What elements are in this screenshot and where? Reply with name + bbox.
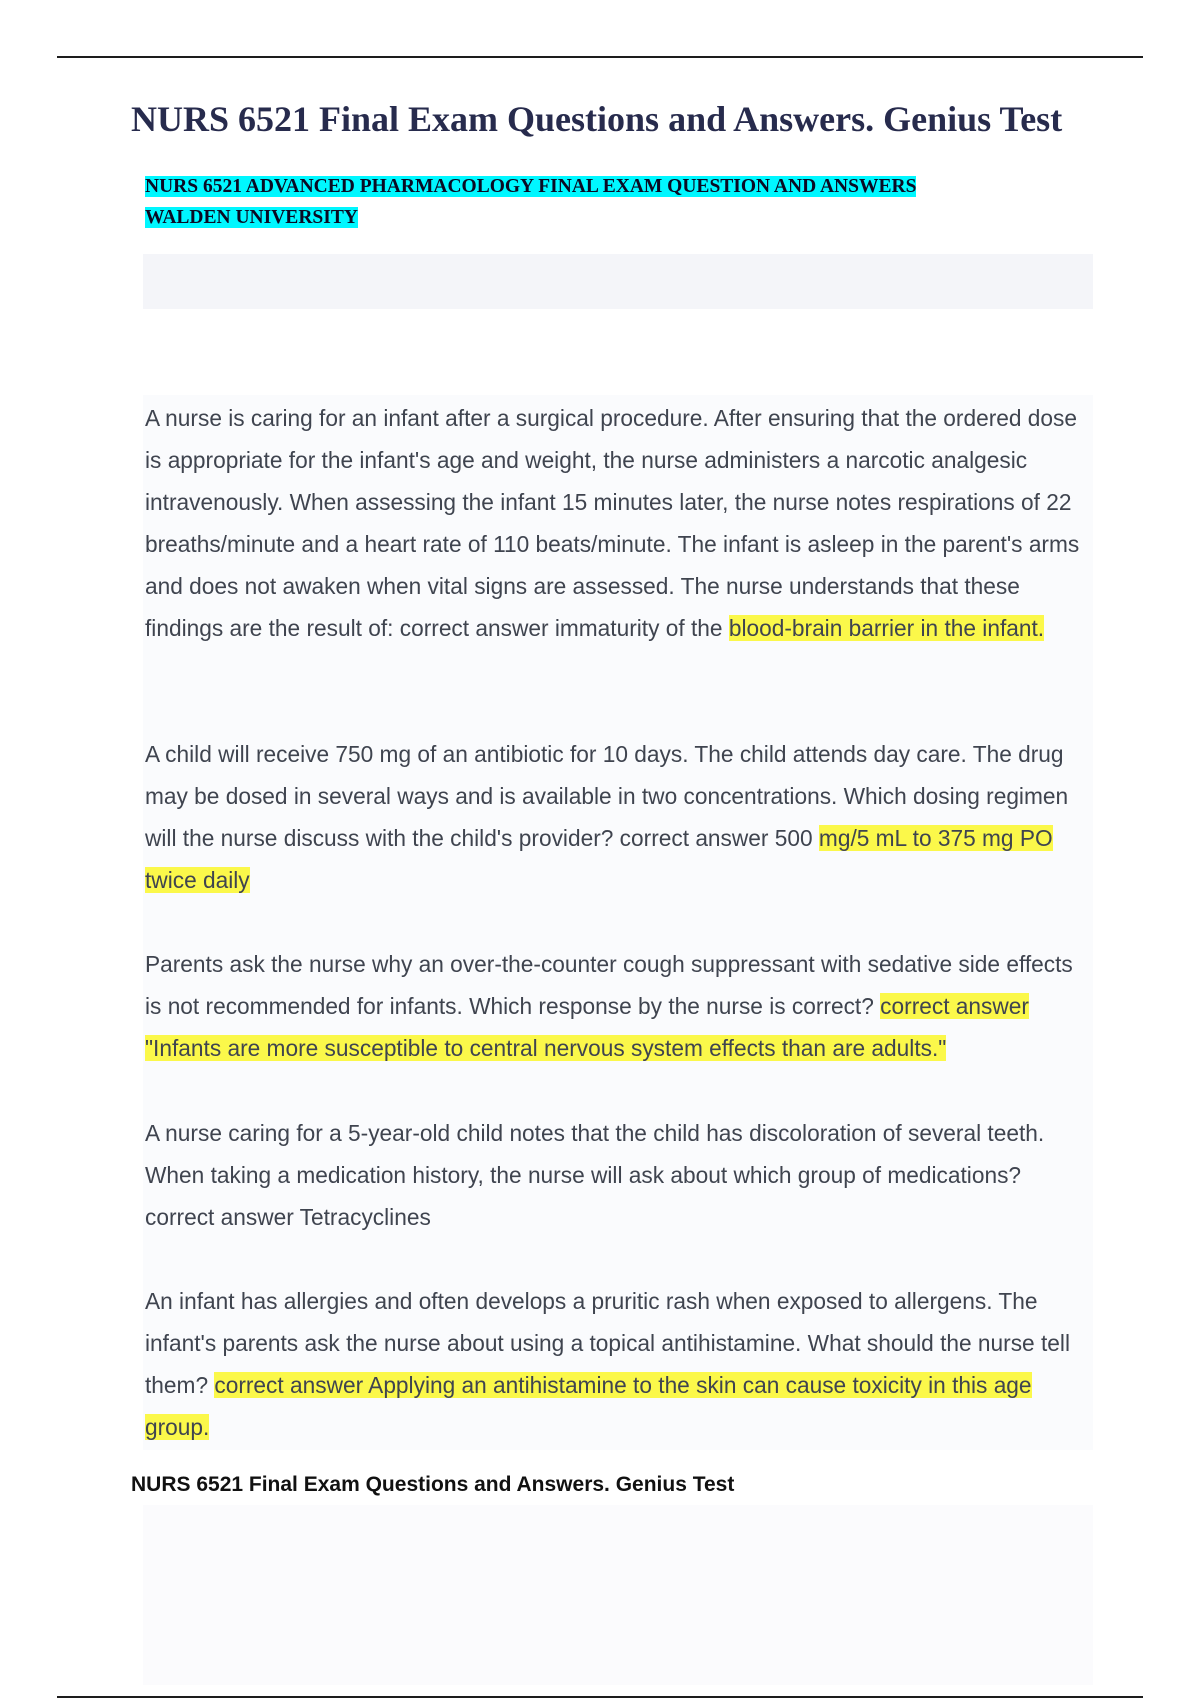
question-block-5 bbox=[145, 1280, 1090, 1448]
footer-title: NURS 6521 Final Exam Questions and Answers. Genius Test bbox=[131, 1473, 735, 1496]
answer-highlight: blood-brain barrier in the infant. bbox=[728, 615, 1045, 641]
answer-highlight: mg/5 mL to 375 mg PO twice daily bbox=[145, 825, 1053, 893]
top-rule bbox=[57, 56, 1143, 58]
subtitle bbox=[145, 171, 1045, 233]
bottom-rule bbox=[57, 1696, 1143, 1698]
question-block-1 bbox=[145, 397, 1090, 649]
question-text: Parents ask the nurse why an over-the-counter cough suppressant with sedative side effects is not recommended for infants. Which response by the nurse is correct? bbox=[145, 951, 1073, 1019]
question-text: A child will receive 750 mg of an antibiotic for 10 days. The child attends day care. The drug may be dosed in several ways and is available in two concentrations. Which dosing regimen will the nurse discuss with the child's provider? correct answer 500 bbox=[145, 741, 1069, 851]
answer-highlight: correct answer "Infants are more susceptible to central nervous system effects than are adults." bbox=[145, 993, 1029, 1061]
question-text: A nurse is caring for an infant after a surgical procedure. After ensuring that the ordered dose is appropriate for the infant's age and weight, the nurse administers a narcotic analgesic intravenously. When assessing the infant 15 minutes later, the nurse notes respirations of 22 breaths/minute and a heart rate of 110 beats/minute. The infant is asleep in the parent's arms and does not awaken when vital signs are assessed. The nurse understands that these findings are the result of: correct answer immaturity of the bbox=[145, 405, 1080, 641]
question-block-4 bbox=[145, 1112, 1090, 1238]
lower-area bbox=[143, 1505, 1093, 1685]
subtitle-line-1: NURS 6521 ADVANCED PHARMACOLOGY FINAL EXAM QUESTION AND ANSWERS bbox=[145, 176, 917, 197]
page-title: NURS 6521 Final Exam Questions and Answers. Genius Test bbox=[131, 99, 1063, 139]
question-text: A nurse caring for a 5-year-old child notes that the child has discoloration of several teeth. When taking a medication history, the nurse will ask about which group of medications? correct answer Tetracyclines bbox=[145, 1120, 1045, 1230]
question-block-2 bbox=[145, 733, 1090, 901]
question-block-3 bbox=[145, 943, 1090, 1069]
answer-highlight: correct answer Applying an antihistamine to the skin can cause toxicity in this age group. bbox=[145, 1372, 1032, 1440]
subtitle-line-2: WALDEN UNIVERSITY bbox=[145, 207, 358, 228]
question-text: An infant has allergies and often develops a pruritic rash when exposed to allergens. The infant's parents ask the nurse about using a topical antihistamine. What should the nurse tell them? bbox=[145, 1288, 1070, 1398]
blank-band bbox=[143, 254, 1093, 309]
